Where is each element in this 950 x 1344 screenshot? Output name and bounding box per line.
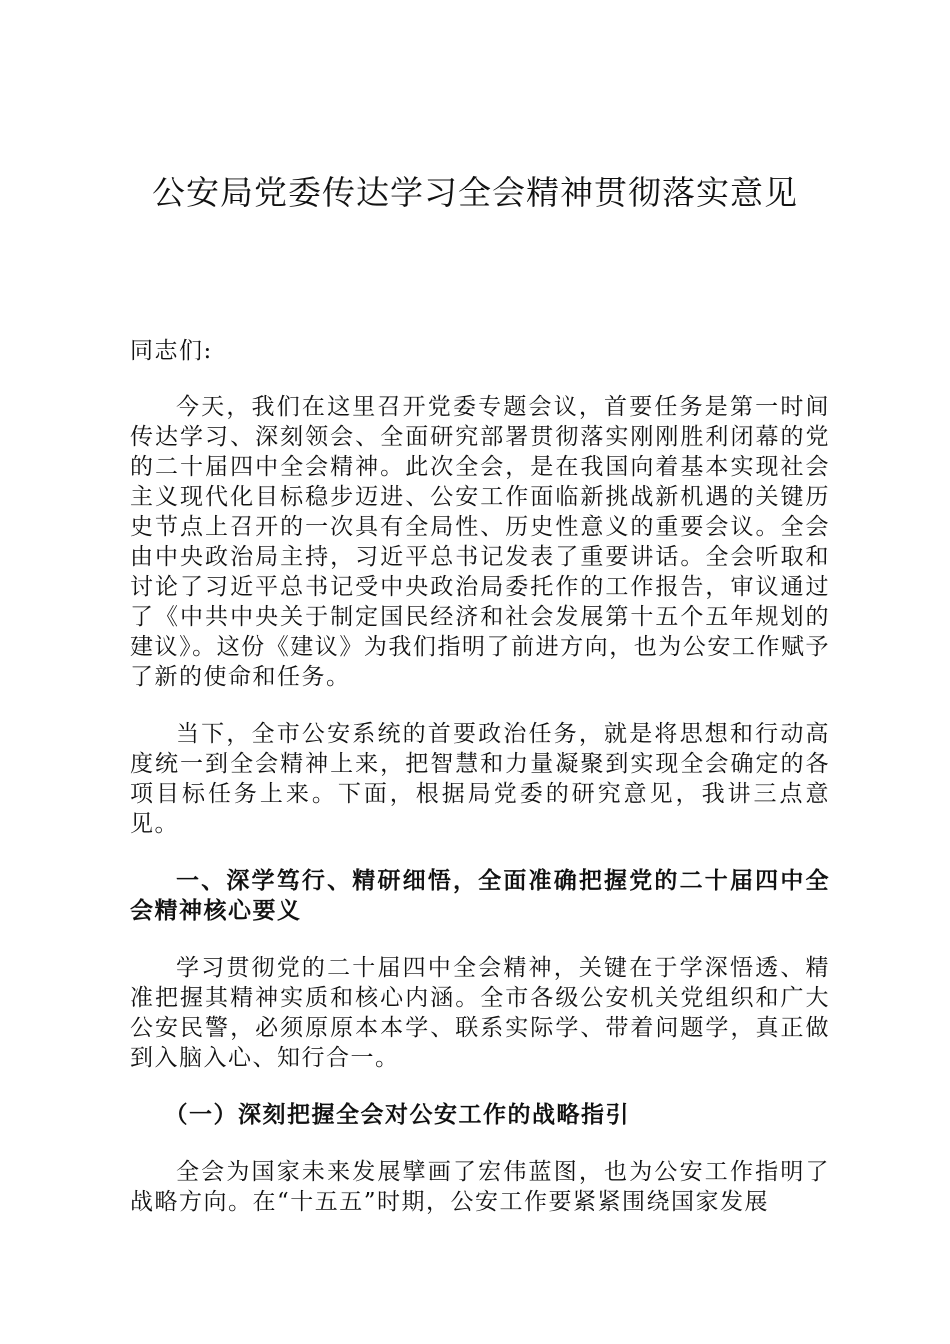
salutation: 同志们: xyxy=(130,338,213,364)
document-body xyxy=(130,336,830,1217)
paragraph-strategy: 全会为国家未来发展擘画了宏伟蓝图，也为公安工作指明了战略方向。在“十五五”时期，公安工作要紧紧围绕国家发展 xyxy=(130,1159,830,1215)
paragraph-study: 学习贯彻党的二十届四中全会精神，关键在于学深悟透、精准把握其精神实质和核心内涵。全市各级公安机关党组织和广大公安民警，必须原原本本学、联系实际学、带着问题学，真正做到入脑入心、知行合一。 xyxy=(130,955,830,1071)
subsection-heading-1: （一）深刻把握全会对公安工作的战略指引 xyxy=(164,1102,630,1128)
paragraph-task: 当下，全市公安系统的首要政治任务，就是将思想和行动高度统一到全会精神上来，把智慧和力量凝聚到实现全会确定的各项目标任务上来。下面，根据局党委的研究意见，我讲三点意见。 xyxy=(130,721,830,837)
paragraph-opening: 今天，我们在这里召开党委专题会议，首要任务是第一时间传达学习、深刻领会、全面研究部署贯彻落实刚刚胜利闭幕的党的二十届四中全会精神。此次全会，是在我国向着基本实现社会主义现代化目标稳步迈进、公安工作面临新挑战新机遇的关键历史节点上召开的一次具有全局性、历史性意义的重要会议。全会由中央政治局主持，习近平总书记发表了重要讲话。全会听取和讨论了习近平总书记受中央政治局委托作的工作报告，审议通过了《中共中央关于制定国民经济和社会发展第十五个五年规划的建议》。这份《建议》为我们指明了前进方向，也为公安工作赋予了新的使命和任务。 xyxy=(130,394,830,690)
section-heading-1: 一、深学笃行、精研细悟，全面准确把握党的二十届四中全会精神核心要义 xyxy=(130,868,830,924)
document-title: 公安局党委传达学习全会精神贯彻落实意见 xyxy=(152,173,798,212)
